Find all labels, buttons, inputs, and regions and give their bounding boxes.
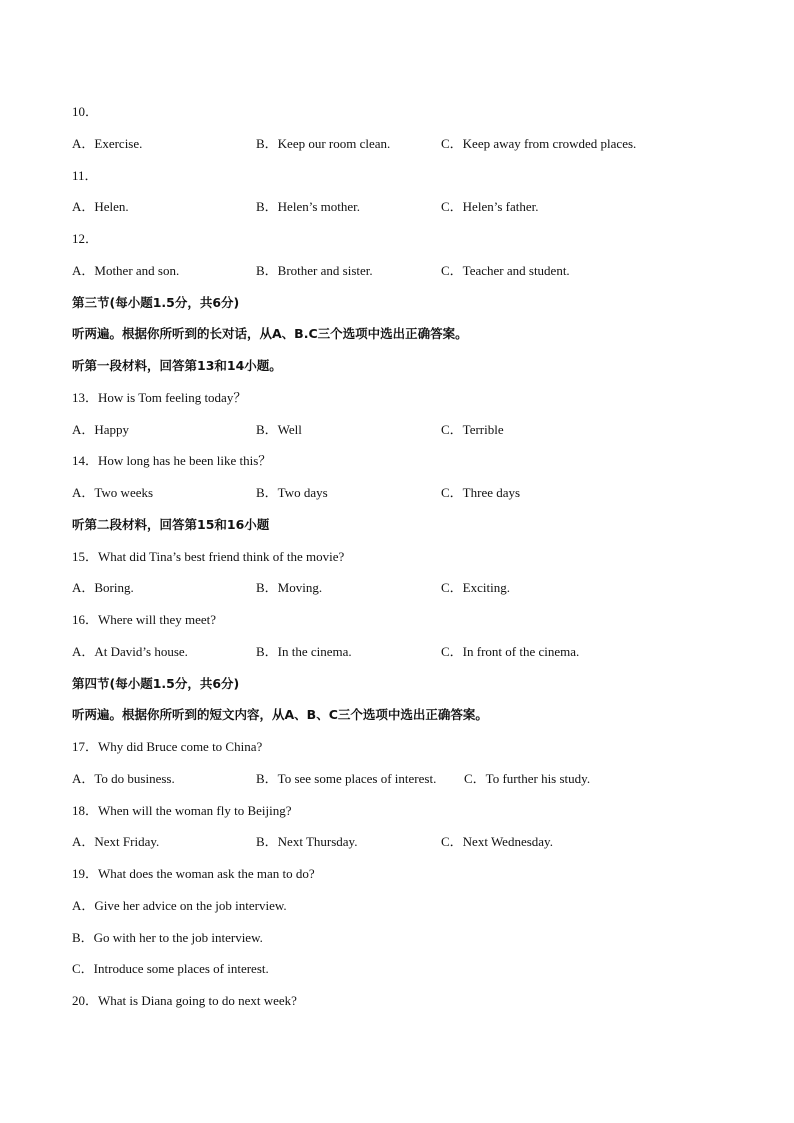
option-b: B．Brother and sister. [256,263,373,278]
option-c: C．Terrible [441,422,504,437]
question-text: 13．How is Tom feeling today？ [72,390,247,405]
question-text: 16．Where will they meet? [72,612,217,627]
option-a: A．Exercise. [72,136,143,151]
question-text: 18．When will the woman fly to Beijing? [72,803,292,818]
option-a: A．Helen. [72,199,129,214]
option-b: B．Moving. [256,580,323,595]
option-b: B．In the cinema. [256,644,352,659]
section-heading: 听两遍。根据你所听到的长对话，从A、B.C三个选项中选出正确答案。 [72,326,468,341]
option-c: C．Keep away from crowded places. [441,136,637,151]
question-text: A．Give her advice on the job interview. [72,898,287,913]
question-text: 10． [72,104,99,119]
option-b: B．To see some places of interest. [256,771,437,786]
section-heading: 听第一段材料，回答第13和14小题。 [72,358,282,373]
question-text: C．Introduce some places of interest. [72,961,269,976]
option-a: A．At David’s house. [72,644,188,659]
question-text: 15．What did Tina’s best friend think of the movie? [72,549,345,564]
question-text: 11． [72,168,98,183]
section-heading: 听第二段材料，回答第15和16小题 [72,517,270,532]
question-text: 17．Why did Bruce come to China? [72,739,263,754]
option-b: B．Next Thursday. [256,834,358,849]
option-b: B．Keep our room clean. [256,136,391,151]
option-a: A．Happy [72,422,130,437]
option-a: A．Mother and son. [72,263,180,278]
question-text: 19．What does the woman ask the man to do? [72,866,315,881]
option-a: A．Boring. [72,580,134,595]
section-heading: 第三节(每小题1.5分，共6分) [72,295,240,310]
option-b: B．Helen’s mother. [256,199,360,214]
question-text: 12． [72,231,99,246]
option-c: C．Next Wednesday. [441,834,553,849]
section-heading: 第四节(每小题1.5分，共6分) [72,676,240,691]
option-a: A．Next Friday. [72,834,160,849]
option-c: C．Exciting. [441,580,510,595]
question-text: 14．How long has he been like this？ [72,453,272,468]
option-c: C．To further his study. [464,771,591,786]
question-text: B．Go with her to the job interview. [72,930,263,945]
question-text: 20．What is Diana going to do next week? [72,993,297,1008]
section-heading: 听两遍。根据你所听到的短文内容，从A、B、C三个选项中选出正确答案。 [72,707,488,722]
option-c: C．Three days [441,485,521,500]
option-a: A．Two weeks [72,485,154,500]
option-c: C．Teacher and student. [441,263,570,278]
option-a: A．To do business. [72,771,175,786]
option-b: B．Two days [256,485,328,500]
option-b: B．Well [256,422,302,437]
option-c: C．Helen’s father. [441,199,539,214]
option-c: C．In front of the cinema. [441,644,580,659]
